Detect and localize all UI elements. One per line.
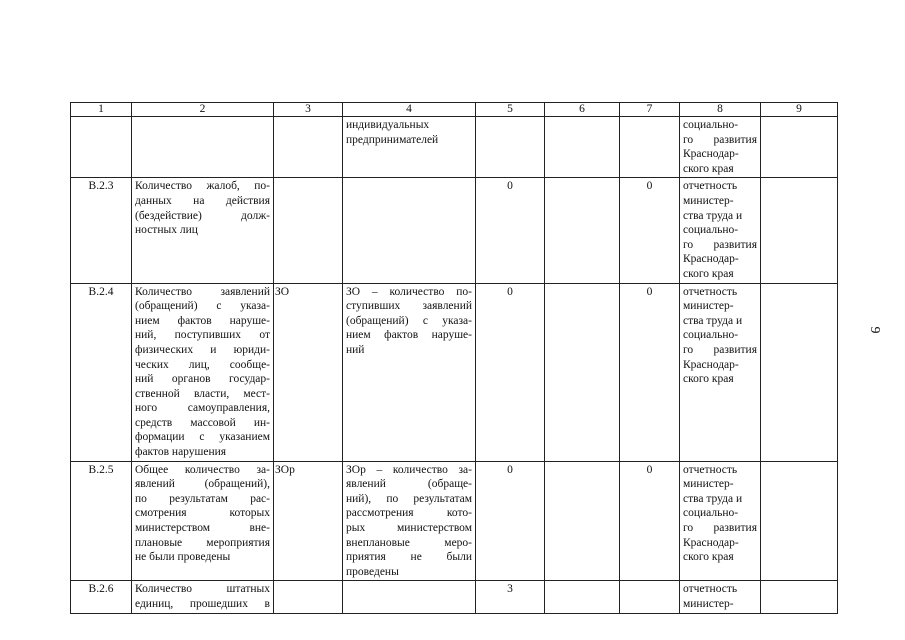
name-line: (обращений) с указа- bbox=[135, 300, 270, 313]
row-symbol bbox=[274, 581, 343, 613]
row-symbol: ЗО bbox=[274, 283, 343, 461]
formula-line: приятия не были bbox=[346, 551, 472, 564]
source-line: министер- bbox=[683, 300, 734, 313]
source-line: министер- bbox=[683, 598, 734, 610]
formula-line: рых министерством bbox=[346, 522, 472, 535]
source-line: Краснодар- bbox=[683, 536, 739, 549]
name-line: (бездействие) долж- bbox=[135, 209, 270, 222]
row-name bbox=[132, 581, 274, 613]
source-line: го развития bbox=[683, 343, 757, 356]
row-symbol bbox=[274, 117, 343, 178]
source-line: Краснодар- bbox=[683, 358, 739, 371]
formula-line: рассмотрения кото- bbox=[346, 507, 472, 520]
header-col-5: 5 bbox=[476, 103, 545, 117]
row-value-7 bbox=[620, 581, 680, 613]
row-value-6 bbox=[545, 581, 620, 613]
row-value-5 bbox=[476, 117, 545, 178]
name-line: министерством вне- bbox=[135, 522, 270, 535]
name-line: не были проведены bbox=[135, 551, 231, 564]
row-code: В.2.6 bbox=[71, 581, 132, 613]
row-source bbox=[680, 283, 761, 461]
source-line: Краснодар- bbox=[683, 253, 739, 266]
row-code: В.2.4 bbox=[71, 283, 132, 461]
source-line: ства труда и bbox=[683, 209, 743, 222]
row-name bbox=[132, 283, 274, 461]
row-formula bbox=[343, 581, 476, 613]
row-value-7: 0 bbox=[620, 461, 680, 581]
name-line: по результатам рас- bbox=[135, 492, 270, 505]
row-value-6 bbox=[545, 117, 620, 178]
name-line: ностных лиц bbox=[135, 224, 198, 237]
row-value-5: 3 bbox=[476, 581, 545, 613]
row-formula bbox=[343, 117, 476, 178]
name-line: фактов нарушения bbox=[135, 446, 227, 459]
source-line: социально- bbox=[683, 507, 739, 520]
row-value-9 bbox=[761, 117, 838, 178]
row-symbol: ЗОр bbox=[274, 461, 343, 581]
row-value-6 bbox=[545, 461, 620, 581]
name-line: нием фактов наруше- bbox=[135, 314, 270, 327]
row-source bbox=[680, 178, 761, 283]
source-line: министер- bbox=[683, 478, 734, 491]
formula-line: внеплановые меро- bbox=[346, 536, 472, 549]
table-row bbox=[71, 581, 838, 613]
name-line: плановые мероприятия bbox=[135, 536, 270, 549]
source-line: ского края bbox=[683, 267, 734, 280]
row-code bbox=[71, 117, 132, 178]
source-line: министер- bbox=[683, 194, 734, 207]
header-col-9: 9 bbox=[761, 103, 838, 117]
source-line: отчетность bbox=[683, 285, 738, 298]
formula-line: ступивших заявлений bbox=[346, 300, 472, 313]
name-line: формации с указанием bbox=[135, 431, 270, 444]
row-value-7 bbox=[620, 117, 680, 178]
formula-line: проведены bbox=[346, 565, 399, 578]
header-row bbox=[71, 103, 838, 117]
table-row bbox=[71, 283, 838, 461]
row-value-9 bbox=[761, 283, 838, 461]
row-source bbox=[680, 117, 761, 178]
name-line: единиц, прошедших в bbox=[135, 598, 270, 610]
row-symbol bbox=[274, 178, 343, 283]
name-line: Количество штатных bbox=[135, 583, 270, 596]
row-value-5: 0 bbox=[476, 178, 545, 283]
source-line: ства труда и bbox=[683, 492, 743, 505]
name-line: ственной власти, мест- bbox=[135, 387, 270, 400]
name-line: ний органов государ- bbox=[135, 373, 270, 386]
row-code: В.2.5 bbox=[71, 461, 132, 581]
header-col-3: 3 bbox=[274, 103, 343, 117]
formula-line: нием фактов наруше- bbox=[346, 329, 472, 342]
row-formula bbox=[343, 283, 476, 461]
header-col-2: 2 bbox=[132, 103, 274, 117]
source-line: го развития bbox=[683, 133, 757, 146]
table-row bbox=[71, 461, 838, 581]
row-value-9 bbox=[761, 461, 838, 581]
row-name bbox=[132, 178, 274, 283]
name-line: явлений (обращений), bbox=[135, 478, 270, 491]
source-line: ского края bbox=[683, 162, 734, 175]
page-number: 9 bbox=[867, 326, 882, 334]
source-line: отчетность bbox=[683, 583, 738, 596]
row-source bbox=[680, 581, 761, 613]
source-line: социально- bbox=[683, 119, 739, 131]
source-line: ского края bbox=[683, 373, 734, 386]
row-value-7: 0 bbox=[620, 283, 680, 461]
row-value-9 bbox=[761, 581, 838, 613]
formula-line: ЗО – количество по- bbox=[346, 285, 472, 298]
row-value-5: 0 bbox=[476, 283, 545, 461]
formula-line: ний), по результатам bbox=[346, 492, 472, 505]
row-name bbox=[132, 461, 274, 581]
source-line: ского края bbox=[683, 551, 734, 564]
row-name bbox=[132, 117, 274, 178]
name-line: Количество заявлений bbox=[135, 285, 270, 298]
name-line: данных на действия bbox=[135, 194, 270, 207]
header-col-8: 8 bbox=[680, 103, 761, 117]
header-col-1: 1 bbox=[71, 103, 132, 117]
formula-line: предпринимателей bbox=[346, 133, 439, 146]
name-line: Количество жалоб, по- bbox=[135, 180, 270, 193]
row-formula bbox=[343, 461, 476, 581]
source-line: отчетность bbox=[683, 180, 738, 193]
formula-line: явлений (обраще- bbox=[346, 478, 472, 491]
source-line: Краснодар- bbox=[683, 148, 739, 161]
indicators-table bbox=[70, 102, 838, 614]
name-line: ческих лиц, сообще- bbox=[135, 358, 270, 371]
header-col-6: 6 bbox=[545, 103, 620, 117]
name-line: Общее количество за- bbox=[135, 463, 270, 476]
source-line: отчетность bbox=[683, 463, 738, 476]
source-line: ства труда и bbox=[683, 314, 743, 327]
row-code: В.2.3 bbox=[71, 178, 132, 283]
row-value-6 bbox=[545, 283, 620, 461]
header-col-7: 7 bbox=[620, 103, 680, 117]
name-line: смотрения которых bbox=[135, 507, 270, 520]
table-row bbox=[71, 178, 838, 283]
source-line: го развития bbox=[683, 238, 757, 251]
row-source bbox=[680, 461, 761, 581]
row-value-7: 0 bbox=[620, 178, 680, 283]
name-line: средств массовой ин- bbox=[135, 416, 270, 429]
row-formula bbox=[343, 178, 476, 283]
source-line: го развития bbox=[683, 522, 757, 535]
formula-line: ЗОр – количество за- bbox=[346, 463, 472, 476]
row-value-6 bbox=[545, 178, 620, 283]
row-value-5: 0 bbox=[476, 461, 545, 581]
table-row bbox=[71, 117, 838, 178]
name-line: физических и юриди- bbox=[135, 343, 270, 356]
formula-line: индивидуальных bbox=[346, 119, 430, 131]
source-line: социально- bbox=[683, 329, 739, 342]
source-line: социально- bbox=[683, 224, 739, 237]
name-line: ний, поступивших от bbox=[135, 329, 270, 342]
name-line: ного самоуправления, bbox=[135, 402, 270, 415]
row-value-9 bbox=[761, 178, 838, 283]
formula-line: ний bbox=[346, 343, 365, 356]
header-col-4: 4 bbox=[343, 103, 476, 117]
formula-line: (обращений) с указа- bbox=[346, 314, 472, 327]
